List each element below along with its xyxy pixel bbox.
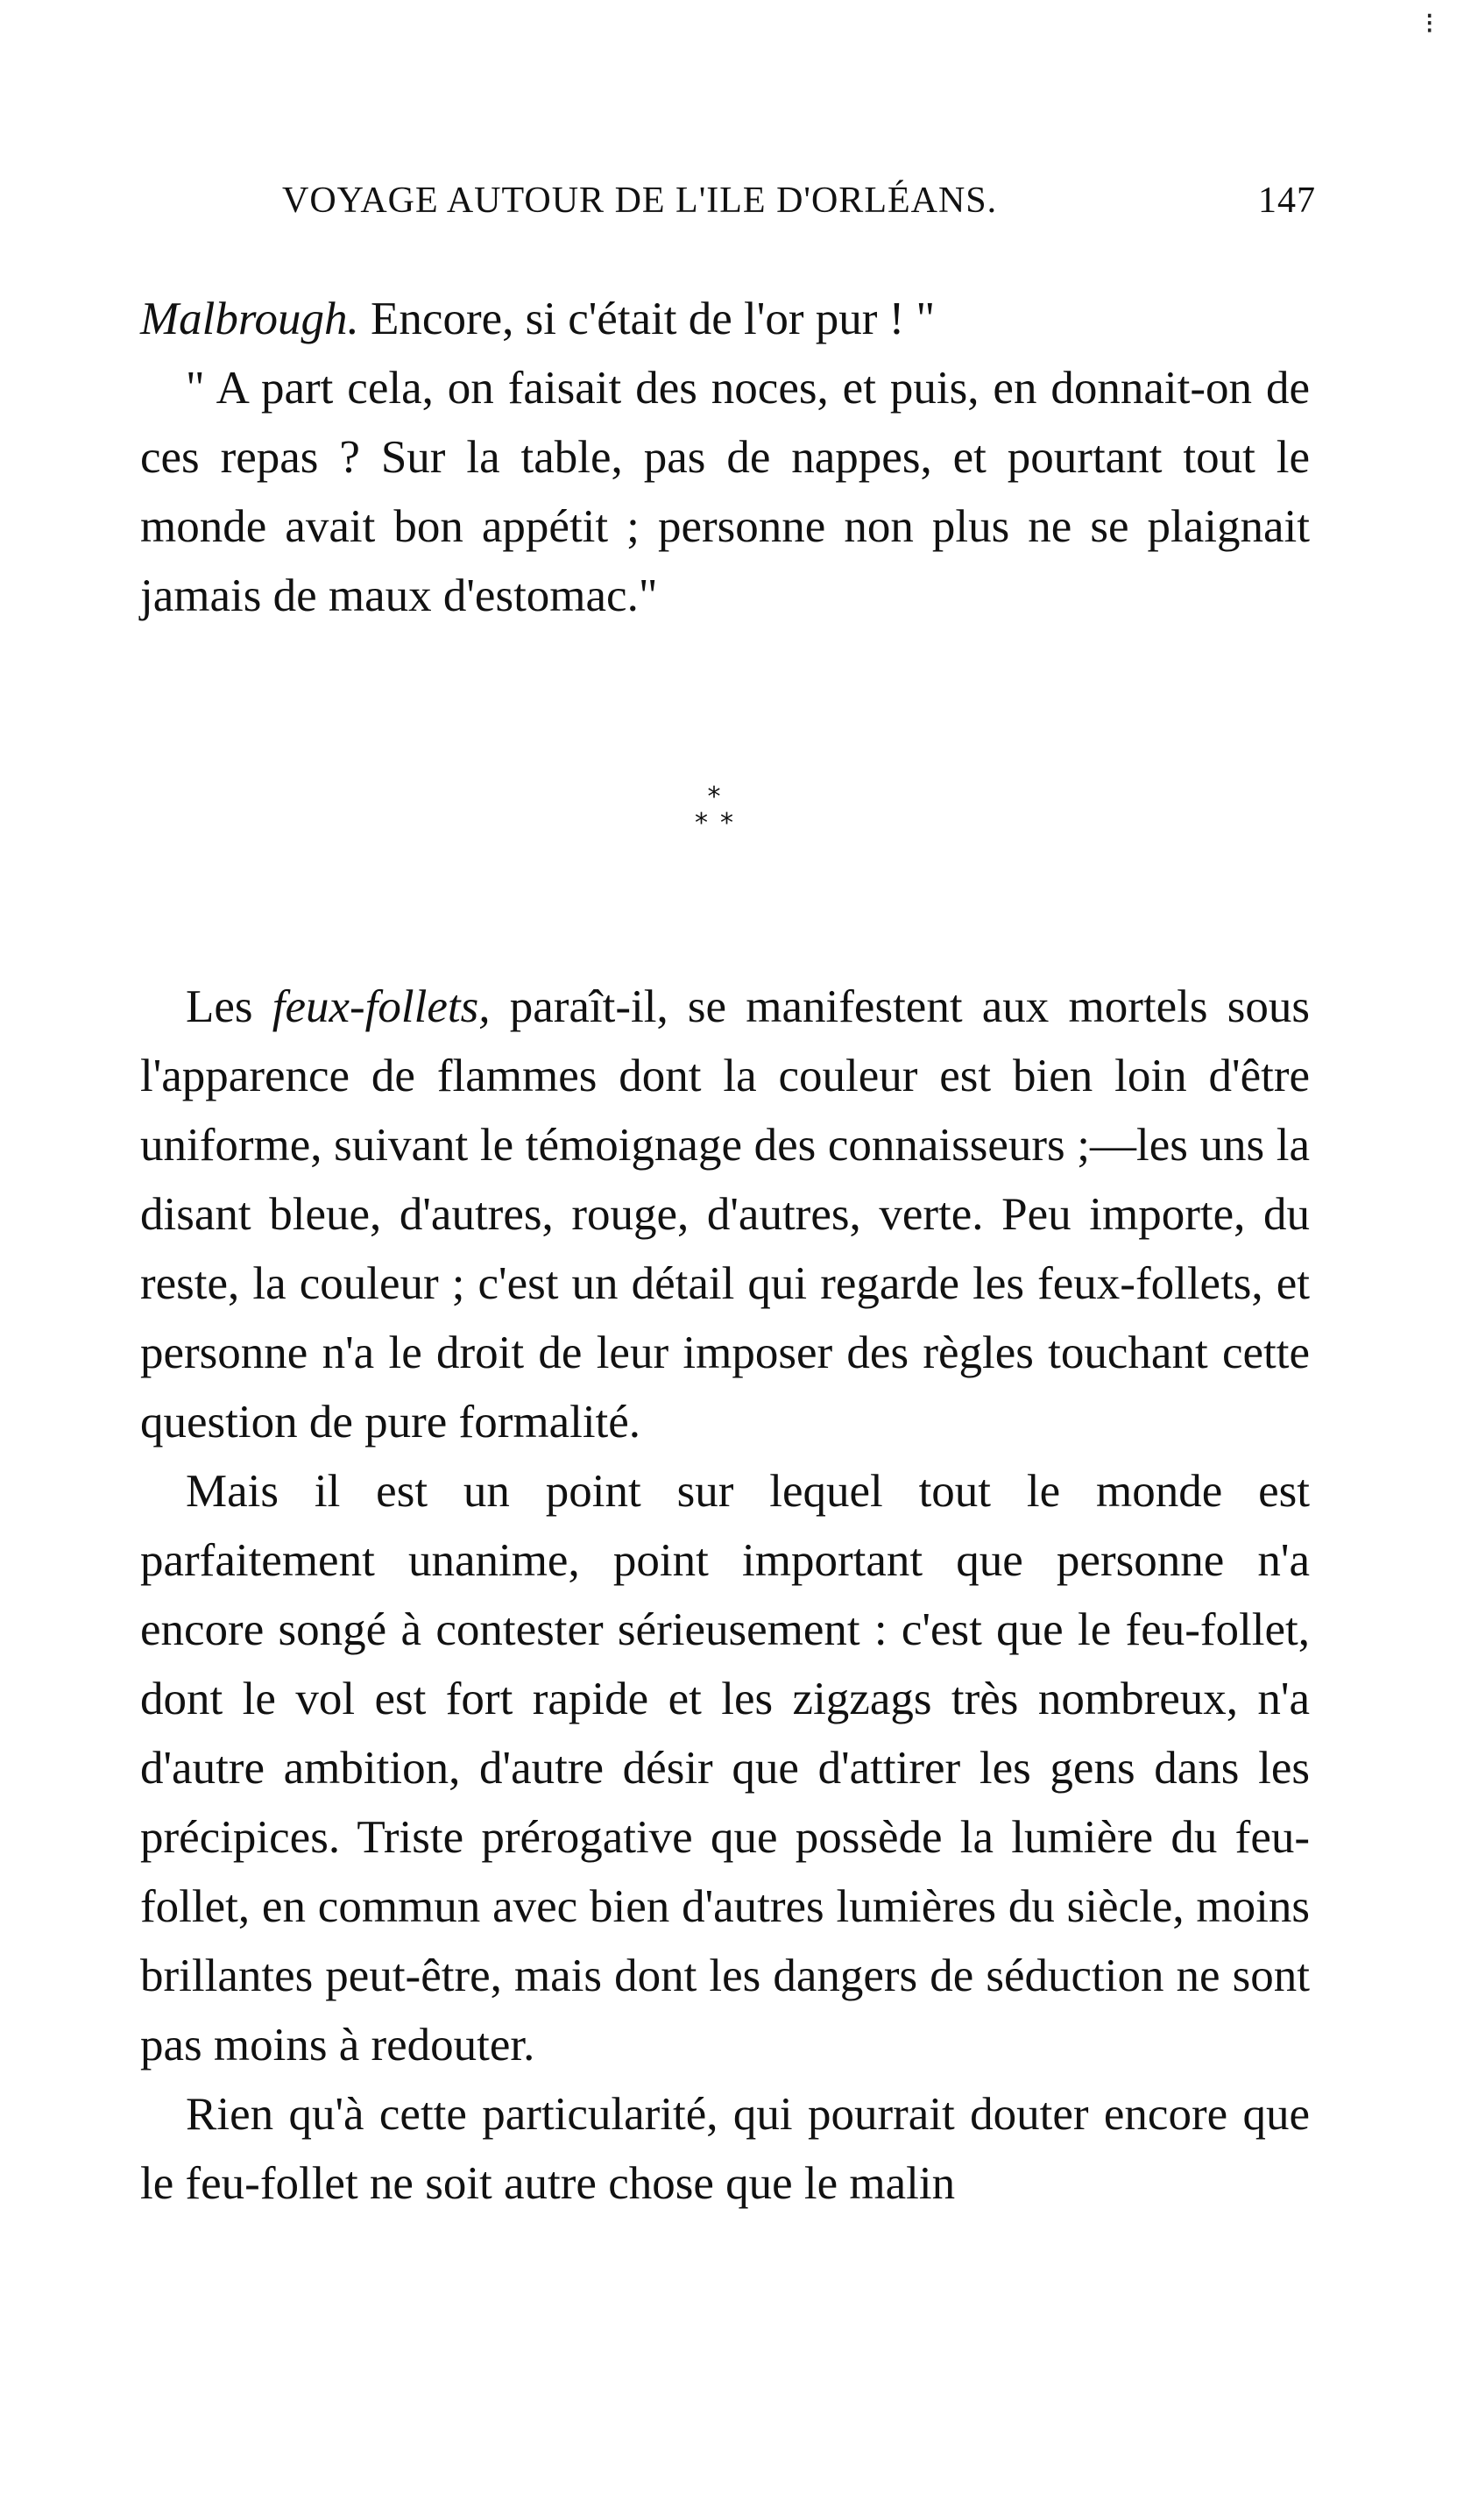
text-block-top <box>140 285 1310 631</box>
italic-term-malbrough: Malbrough. <box>140 294 359 344</box>
edge-mark: ⁝ <box>1425 6 1434 41</box>
continuation-text: Encore, si c'était de l'or pur ! " <box>358 294 936 344</box>
italic-term-feux-follets: feux-follets, <box>272 981 491 1032</box>
paragraph-2 <box>140 973 1310 1457</box>
running-title: VOYAGE AUTOUR DE L'ILE D'ORLÉANS. <box>282 181 998 221</box>
paragraph-3: Mais il est un point sur lequel tout le monde est parfaitement unanime, point important que personne n'a encore songé à contester sérieusement : c'est que le feu-follet, dont le vol est fort rapide et les zigzags très nombreux, n'a d'autre ambition, d'autre désir que d'attirer les gens dans les précipices. Triste prérogative que possède la lumière du feu-follet, en commun avec bien d'autres lumières du siècle, moins brillantes peut-être, mais dont les dangers de séduction ne sont pas moins à redouter. <box>140 1466 1310 2071</box>
paragraph-2-text: paraît-il, se manifestent aux mortels sous l'apparence de flammes dont la couleur est bien loin d'être uniforme, suivant le témoignage des connaisseurs ;—les uns la disant bleue, d'autres, rouge, d'autres, verte. Peu importe, du reste, la couleur ; c'est un détail qui regarde les feux-follets, et personne n'a le droit de leur imposer des règles touchant cette question de pure formalité. <box>140 981 1310 1448</box>
page-number: 147 <box>1258 181 1316 221</box>
asterism-top-star: * <box>707 782 721 812</box>
running-header <box>282 180 1316 232</box>
text-block-bottom <box>140 973 1310 2219</box>
paragraph-4: Rien qu'à cette particularité, qui pourrait douter encore que le feu-follet ne soit autre chose que le malin <box>140 2089 1310 2209</box>
paragraph-2-lead: Les <box>186 981 272 1032</box>
asterism-section-break <box>640 784 789 846</box>
asterism-bottom-stars: ** <box>695 808 746 839</box>
paragraph-1: " A part cela, on faisait des noces, et puis, en donnait-on de ces repas ? Sur la table, pas de nappes, et pourtant tout le monde avait bon appétit ; personne non plus ne se plaignait jamais de maux d'estomac." <box>140 363 1310 621</box>
continuation-paragraph <box>140 285 1310 354</box>
